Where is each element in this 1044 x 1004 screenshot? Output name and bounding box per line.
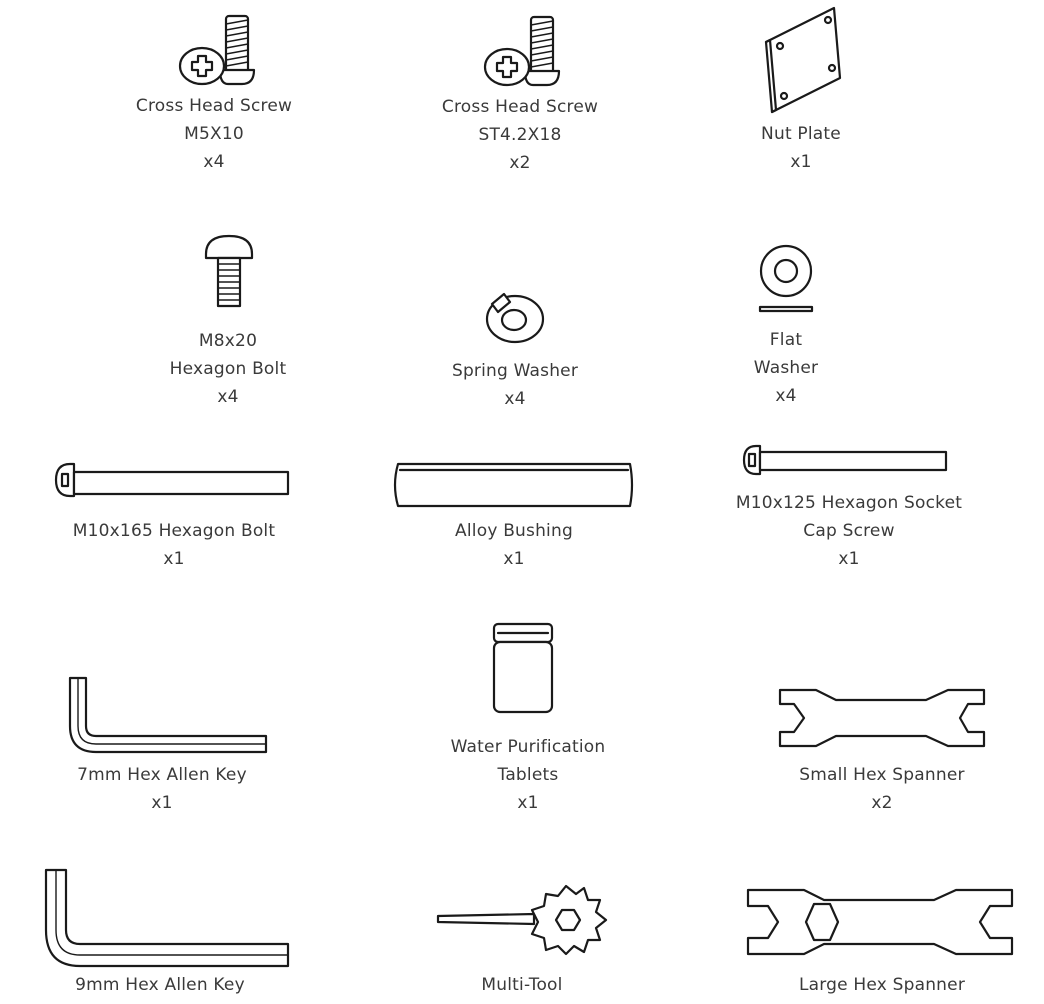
part-quantity: x1 <box>790 152 812 172</box>
cross-head-screw-icon <box>481 11 561 87</box>
part-name: Spring Washer <box>451 361 579 381</box>
allen-key-icon <box>66 674 270 756</box>
hexagon-bolt-icon <box>202 234 256 310</box>
nut-plate-icon <box>760 6 844 114</box>
part-name: M10x165 Hexagon Bolt <box>72 521 276 541</box>
spanner-icon <box>744 886 1016 958</box>
part-name-cont: Washer <box>753 358 819 378</box>
spanner-icon <box>776 686 988 750</box>
part-quantity: x2 <box>871 793 893 813</box>
part-name: Flat <box>769 330 803 350</box>
part-size: M8x20 <box>198 331 258 351</box>
part-name: Alloy Bushing <box>455 521 573 541</box>
part-quantity: x1 <box>838 549 860 569</box>
part-quantity: x4 <box>217 387 239 407</box>
part-quantity: x1 <box>151 793 173 813</box>
tablet-bottle-icon <box>490 620 556 716</box>
part-name-cont: Cap Screw <box>803 521 895 541</box>
part-name: Cross Head Screw <box>441 97 599 117</box>
part-name: Cross Head Screw <box>135 96 293 116</box>
part-name: Large Hex Spanner <box>798 975 966 995</box>
part-quantity: x2 <box>509 153 531 173</box>
part-quantity: x1 <box>503 549 525 569</box>
part-name: 9mm Hex Allen Key <box>75 975 245 995</box>
part-size: M5X10 <box>184 124 244 144</box>
spring-washer-icon <box>484 290 546 344</box>
long-bolt-icon <box>52 460 292 500</box>
part-name: Nut Plate <box>761 124 841 144</box>
part-name: Water Purification <box>450 737 606 757</box>
bushing-icon <box>390 460 638 510</box>
part-quantity: x4 <box>203 152 225 172</box>
part-quantity: x4 <box>504 389 526 409</box>
cap-screw-icon <box>740 444 950 476</box>
multi-tool-icon <box>434 884 610 958</box>
allen-key-icon <box>42 866 292 970</box>
part-name-cont: Tablets <box>497 765 559 785</box>
part-quantity: x4 <box>775 386 797 406</box>
part-quantity: x1 <box>517 793 539 813</box>
part-name: M10x125 Hexagon Socket <box>735 493 963 513</box>
flat-washer-icon <box>757 243 815 315</box>
part-name: Multi-Tool <box>481 975 563 995</box>
part-quantity: x1 <box>163 549 185 569</box>
part-name: Small Hex Spanner <box>799 765 965 785</box>
part-size: ST4.2X18 <box>478 125 562 145</box>
part-name: 7mm Hex Allen Key <box>77 765 247 785</box>
part-name: Hexagon Bolt <box>169 359 287 379</box>
cross-head-screw-icon <box>176 10 256 86</box>
